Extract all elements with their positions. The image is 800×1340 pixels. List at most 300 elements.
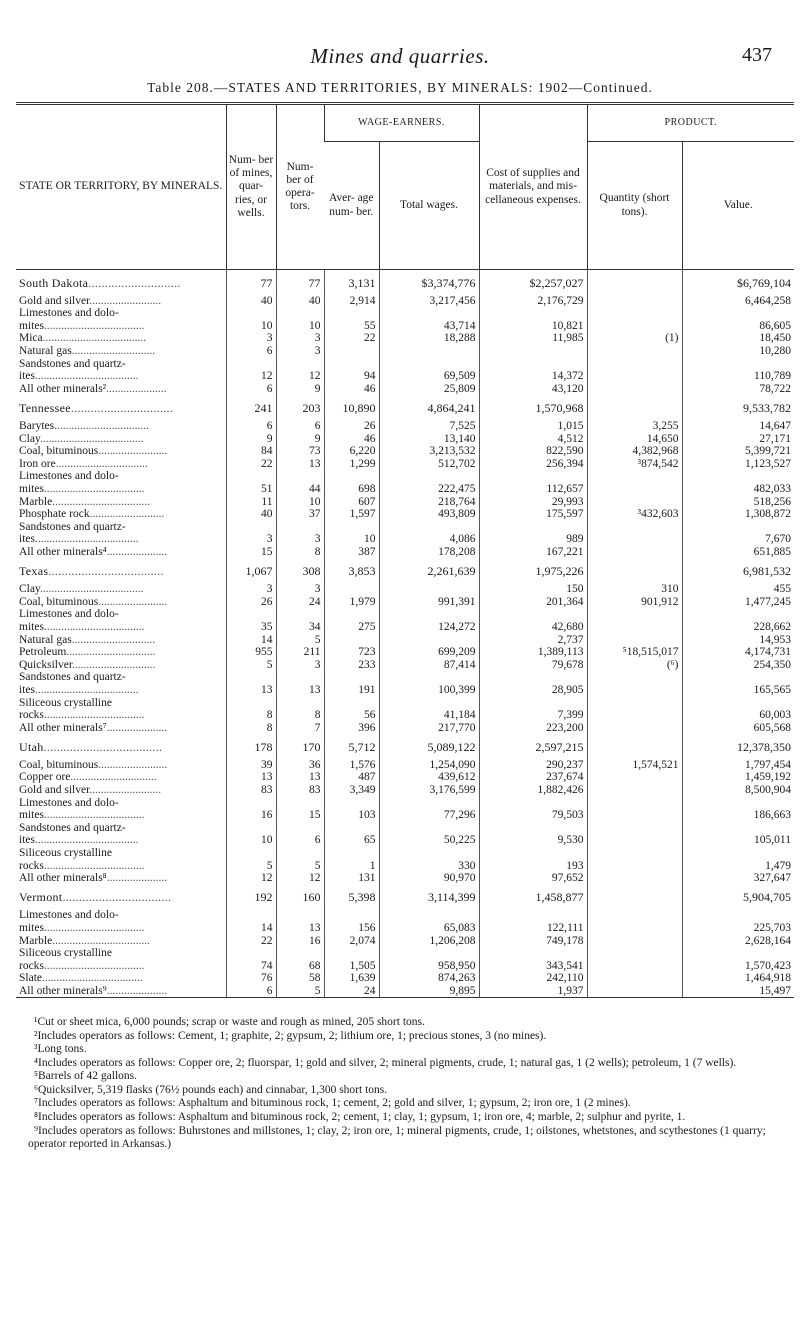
cell-value: 327,647	[682, 872, 794, 885]
cell-qty	[587, 872, 682, 885]
cell-operators: 3	[276, 583, 324, 596]
cell-value: 1,797,454	[682, 759, 794, 772]
cell-qty	[587, 722, 682, 735]
cell-value	[682, 307, 794, 320]
cell-value: 9,533,782	[682, 395, 794, 420]
cell-wages: 991,391	[379, 596, 479, 609]
cell-mines	[226, 521, 276, 534]
cell-wages: 43,714	[379, 320, 479, 333]
cell-qty	[587, 972, 682, 985]
cell-avg: 1,597	[324, 508, 379, 521]
cell-qty	[587, 470, 682, 483]
cell-operators: 44	[276, 483, 324, 496]
cell-wages: 4,086	[379, 533, 479, 546]
running-head-title: Mines and quarries.	[310, 44, 490, 68]
cell-value: 228,662	[682, 621, 794, 634]
cell-cost: 193	[479, 860, 587, 873]
cell-value: 8,500,904	[682, 784, 794, 797]
cell-wages: 87,414	[379, 659, 479, 672]
cell-qty	[587, 960, 682, 973]
cell-value: 1,570,423	[682, 960, 794, 973]
cell-cost: 1,937	[479, 985, 587, 998]
table-row	[16, 671, 794, 684]
cell-mines: 51	[226, 483, 276, 496]
cell-wages: 1,206,208	[379, 935, 479, 948]
cell-operators	[276, 696, 324, 709]
cell-avg: 5,712	[324, 734, 379, 759]
cell-avg: 1,979	[324, 596, 379, 609]
cell-cost	[479, 822, 587, 835]
cell-value	[682, 822, 794, 835]
cell-operators: 13	[276, 458, 324, 471]
cell-mines	[226, 822, 276, 835]
table-row	[16, 533, 794, 546]
row-label: ites....................................	[19, 683, 139, 696]
cell-value: 1,308,872	[682, 508, 794, 521]
cell-mines: 3	[226, 332, 276, 345]
table-row	[16, 809, 794, 822]
header-state: STATE OR TERRITORY, BY MINERALS.	[16, 104, 226, 270]
cell-operators: 16	[276, 935, 324, 948]
cell-operators: 13	[276, 922, 324, 935]
cell-cost: 29,993	[479, 496, 587, 509]
cell-operators	[276, 822, 324, 835]
row-label: Petroleum...............................	[19, 646, 156, 659]
cell-value	[682, 797, 794, 810]
cell-qty	[587, 358, 682, 371]
table-row	[16, 433, 794, 446]
cell-operators: 5	[276, 985, 324, 998]
cell-qty	[587, 784, 682, 797]
cell-cost: 237,674	[479, 771, 587, 784]
table-row	[16, 860, 794, 873]
cell-operators: 3	[276, 533, 324, 546]
cell-wages: 77,296	[379, 809, 479, 822]
cell-wages	[379, 521, 479, 534]
cell-wages: 874,263	[379, 972, 479, 985]
cell-qty	[587, 671, 682, 684]
row-label: Limestones and dolo-	[19, 307, 119, 320]
cell-avg: 10,890	[324, 395, 379, 420]
header-avg-number: Aver- age num- ber.	[324, 142, 379, 270]
table-row	[16, 960, 794, 973]
cell-avg: 3,853	[324, 558, 379, 583]
table-row	[16, 834, 794, 847]
cell-value: 1,464,918	[682, 972, 794, 985]
cell-wages: 41,184	[379, 709, 479, 722]
cell-wages	[379, 470, 479, 483]
cell-qty	[587, 370, 682, 383]
table-body	[16, 270, 794, 998]
cell-avg: 1,505	[324, 960, 379, 973]
cell-cost: 10,821	[479, 320, 587, 333]
cell-avg: 24	[324, 985, 379, 998]
cell-mines: 39	[226, 759, 276, 772]
cell-value	[682, 909, 794, 922]
cell-mines: 40	[226, 295, 276, 308]
cell-operators: 36	[276, 759, 324, 772]
cell-mines: 40	[226, 508, 276, 521]
table-row	[16, 508, 794, 521]
cell-value: 6,464,258	[682, 295, 794, 308]
cell-qty	[587, 935, 682, 948]
row-label: mites...................................	[19, 319, 145, 332]
cell-cost	[479, 671, 587, 684]
cell-operators: 7	[276, 722, 324, 735]
header-product: PRODUCT.	[587, 104, 794, 142]
cell-qty	[587, 922, 682, 935]
cell-mines: 8	[226, 722, 276, 735]
cell-cost	[479, 307, 587, 320]
cell-value: 18,450	[682, 332, 794, 345]
cell-cost: 1,458,877	[479, 885, 587, 910]
cell-cost: 42,680	[479, 621, 587, 634]
table-row	[16, 922, 794, 935]
cell-value	[682, 470, 794, 483]
row-label: Limestones and dolo-	[19, 909, 119, 922]
cell-avg: 1,639	[324, 972, 379, 985]
cell-operators: 12	[276, 370, 324, 383]
cell-operators: 77	[276, 270, 324, 295]
cell-value: 605,568	[682, 722, 794, 735]
table-row	[16, 621, 794, 634]
cell-avg	[324, 909, 379, 922]
cell-cost: 79,678	[479, 659, 587, 672]
cell-operators: 34	[276, 621, 324, 634]
cell-cost: 749,178	[479, 935, 587, 948]
cell-avg: 191	[324, 684, 379, 697]
row-label: Natural gas.............................	[19, 633, 156, 646]
cell-mines: 192	[226, 885, 276, 910]
cell-value: 518,256	[682, 496, 794, 509]
cell-qty	[587, 608, 682, 621]
cell-avg	[324, 345, 379, 358]
row-label: rocks...................................	[19, 709, 145, 722]
cell-avg: 131	[324, 872, 379, 885]
cell-mines: 3	[226, 533, 276, 546]
cell-operators: 9	[276, 383, 324, 396]
table-row	[16, 684, 794, 697]
cell-value: 1,479	[682, 860, 794, 873]
cell-avg: 233	[324, 659, 379, 672]
cell-mines: 74	[226, 960, 276, 973]
cell-qty	[587, 860, 682, 873]
cell-wages: 330	[379, 860, 479, 873]
cell-avg: 46	[324, 383, 379, 396]
cell-cost: 1,975,226	[479, 558, 587, 583]
cell-qty: 3,255	[587, 420, 682, 433]
cell-wages	[379, 696, 479, 709]
cell-avg: 6,220	[324, 445, 379, 458]
cell-cost	[479, 345, 587, 358]
cell-cost: $2,257,027	[479, 270, 587, 295]
row-label: All other minerals⁸.....................	[19, 872, 168, 885]
cell-avg: 2,074	[324, 935, 379, 948]
cell-qty	[587, 822, 682, 835]
cell-value: 2,628,164	[682, 935, 794, 948]
cell-operators: 15	[276, 809, 324, 822]
running-head	[0, 44, 800, 74]
table-row	[16, 985, 794, 998]
row-label: Coal, bituminous........................	[19, 595, 168, 608]
cell-qty	[587, 320, 682, 333]
cell-wages: 18,288	[379, 332, 479, 345]
row-label: Texas...................................	[19, 564, 164, 579]
cell-value: 6,981,532	[682, 558, 794, 583]
cell-qty	[587, 383, 682, 396]
cell-mines: 12	[226, 370, 276, 383]
cell-wages	[379, 358, 479, 371]
state-row	[16, 270, 794, 295]
cell-cost: 150	[479, 583, 587, 596]
cell-mines	[226, 696, 276, 709]
cell-mines: 178	[226, 734, 276, 759]
cell-value	[682, 358, 794, 371]
cell-operators: 8	[276, 709, 324, 722]
cell-qty	[587, 521, 682, 534]
cell-value	[682, 521, 794, 534]
cell-mines: 6	[226, 383, 276, 396]
row-label: Mica....................................	[19, 332, 147, 345]
cell-qty: 4,382,968	[587, 445, 682, 458]
header-cost: Cost of supplies and materials, and mis- cellaneous expenses.	[479, 104, 587, 270]
table-row	[16, 320, 794, 333]
cell-operators	[276, 909, 324, 922]
table-row	[16, 935, 794, 948]
cell-cost	[479, 521, 587, 534]
header-quantity: Quantity (short tons).	[587, 142, 682, 270]
cell-value: 165,565	[682, 684, 794, 697]
cell-mines: 35	[226, 621, 276, 634]
cell-operators	[276, 671, 324, 684]
table-row	[16, 872, 794, 885]
cell-avg: 56	[324, 709, 379, 722]
footnote: ⁶Quicksilver, 5,319 flasks (76½ pounds each) and cinnabar, 1,300 short tons.	[34, 1083, 388, 1096]
cell-operators	[276, 608, 324, 621]
footnote: ⁷Includes operators as follows: Asphaltum and bituminous rock, 1; cement, 2; gold and silver, 1; gypsum, 2; iron ore, 1 (2 mines).	[34, 1097, 631, 1110]
cell-wages	[379, 822, 479, 835]
cell-value: 5,399,721	[682, 445, 794, 458]
cell-wages: 3,217,456	[379, 295, 479, 308]
cell-avg: 487	[324, 771, 379, 784]
cell-mines: 16	[226, 809, 276, 822]
cell-operators: 37	[276, 508, 324, 521]
cell-wages: 13,140	[379, 433, 479, 446]
cell-cost: 201,364	[479, 596, 587, 609]
cell-avg: 396	[324, 722, 379, 735]
row-label: Siliceous crystalline	[19, 947, 112, 960]
cell-qty	[587, 295, 682, 308]
row-label: Marble..................................	[19, 934, 150, 947]
cell-qty	[587, 771, 682, 784]
cell-cost: 79,503	[479, 809, 587, 822]
cell-value: 1,123,527	[682, 458, 794, 471]
table-row	[16, 722, 794, 735]
cell-operators	[276, 521, 324, 534]
row-label: Coal, bituminous........................	[19, 445, 168, 458]
cell-value: 86,605	[682, 320, 794, 333]
table-row	[16, 370, 794, 383]
row-label: South Dakota............................	[19, 275, 181, 290]
cell-value: $6,769,104	[682, 270, 794, 295]
cell-operators: 13	[276, 771, 324, 784]
cell-wages: 178,208	[379, 546, 479, 559]
cell-operators: 68	[276, 960, 324, 973]
footnote: ⁴Includes operators as follows: Copper ore, 2; fluorspar, 1; gold and silver, 2; mineral pigments, crude, 1; natural gas, 1 (2 wells); petroleum, 1 (7 wells).	[34, 1056, 737, 1069]
cell-value	[682, 696, 794, 709]
table-row	[16, 546, 794, 559]
cell-operators: 6	[276, 834, 324, 847]
cell-wages	[379, 633, 479, 646]
table-row	[16, 759, 794, 772]
row-label: Tennessee...............................	[19, 400, 174, 415]
cell-avg	[324, 671, 379, 684]
cell-value: 482,033	[682, 483, 794, 496]
cell-value	[682, 847, 794, 860]
cell-avg: 275	[324, 621, 379, 634]
table-row	[16, 797, 794, 810]
table-row	[16, 696, 794, 709]
cell-qty	[587, 621, 682, 634]
cell-wages: 90,970	[379, 872, 479, 885]
cell-operators: 3	[276, 332, 324, 345]
cell-mines: 5	[226, 860, 276, 873]
cell-wages: 69,509	[379, 370, 479, 383]
cell-qty	[587, 696, 682, 709]
cell-qty	[587, 885, 682, 910]
cell-cost: 175,597	[479, 508, 587, 521]
cell-wages	[379, 947, 479, 960]
row-label: Limestones and dolo-	[19, 470, 119, 483]
cell-mines	[226, 358, 276, 371]
table-row	[16, 596, 794, 609]
cell-avg	[324, 633, 379, 646]
row-label: Coal, bituminous........................	[19, 758, 168, 771]
page-number: 437	[742, 44, 772, 66]
cell-value: 60,003	[682, 709, 794, 722]
table-row	[16, 646, 794, 659]
table-row	[16, 659, 794, 672]
table-row	[16, 496, 794, 509]
cell-avg: 26	[324, 420, 379, 433]
minerals-table	[16, 102, 794, 998]
cell-avg	[324, 797, 379, 810]
cell-qty	[587, 558, 682, 583]
cell-wages: 50,225	[379, 834, 479, 847]
cell-cost: 343,541	[479, 960, 587, 973]
cell-operators: 203	[276, 395, 324, 420]
cell-operators: 10	[276, 496, 324, 509]
cell-mines: 22	[226, 935, 276, 948]
cell-mines: 12	[226, 872, 276, 885]
row-label: Phosphate rock..........................	[19, 508, 165, 521]
cell-avg: 103	[324, 809, 379, 822]
cell-mines: 83	[226, 784, 276, 797]
cell-cost: 28,905	[479, 684, 587, 697]
cell-wages: 958,950	[379, 960, 479, 973]
cell-wages: 699,209	[379, 646, 479, 659]
cell-mines: 11	[226, 496, 276, 509]
cell-wages	[379, 909, 479, 922]
cell-wages: 3,176,599	[379, 784, 479, 797]
cell-wages: 439,612	[379, 771, 479, 784]
cell-wages: 217,770	[379, 722, 479, 735]
table-row	[16, 332, 794, 345]
cell-cost: 1,570,968	[479, 395, 587, 420]
cell-cost: 1,015	[479, 420, 587, 433]
row-label: All other minerals⁴.....................	[19, 545, 168, 558]
cell-mines: 22	[226, 458, 276, 471]
cell-avg: 46	[324, 433, 379, 446]
cell-wages	[379, 797, 479, 810]
cell-mines: 26	[226, 596, 276, 609]
cell-mines: 3	[226, 583, 276, 596]
cell-cost: 112,657	[479, 483, 587, 496]
cell-operators: 5	[276, 633, 324, 646]
cell-wages	[379, 847, 479, 860]
row-label: Utah....................................	[19, 739, 163, 754]
cell-wages: 1,254,090	[379, 759, 479, 772]
cell-avg	[324, 521, 379, 534]
cell-operators: 160	[276, 885, 324, 910]
table-row	[16, 633, 794, 646]
row-label: Marble..................................	[19, 495, 150, 508]
row-label: Copper ore..............................	[19, 771, 157, 784]
row-label: Gold and silver.........................	[19, 784, 162, 797]
cell-avg: 698	[324, 483, 379, 496]
row-label: Quicksilver.............................	[19, 658, 156, 671]
cell-value: 254,350	[682, 659, 794, 672]
cell-cost: 4,512	[479, 433, 587, 446]
cell-wages: 493,809	[379, 508, 479, 521]
state-row	[16, 734, 794, 759]
cell-value: 10,280	[682, 345, 794, 358]
row-label: All other minerals⁷.....................	[19, 721, 168, 734]
cell-cost: 290,237	[479, 759, 587, 772]
cell-mines: 6	[226, 345, 276, 358]
row-label: Clay....................................	[19, 583, 144, 596]
cell-operators: 3	[276, 345, 324, 358]
cell-cost	[479, 947, 587, 960]
cell-operators	[276, 470, 324, 483]
cell-wages: 7,525	[379, 420, 479, 433]
cell-mines: 15	[226, 546, 276, 559]
cell-operators: 170	[276, 734, 324, 759]
cell-value: 105,011	[682, 834, 794, 847]
cell-wages: 4,864,241	[379, 395, 479, 420]
cell-cost: 7,399	[479, 709, 587, 722]
cell-mines: 6	[226, 420, 276, 433]
cell-qty: 1,574,521	[587, 759, 682, 772]
cell-cost	[479, 847, 587, 860]
cell-avg: 387	[324, 546, 379, 559]
header-total-wages: Total wages.	[379, 142, 479, 270]
table-row	[16, 847, 794, 860]
row-label: Barytes.................................	[19, 420, 150, 433]
cell-value: 455	[682, 583, 794, 596]
row-label: ites....................................	[19, 834, 139, 847]
state-row	[16, 558, 794, 583]
cell-avg: 3,349	[324, 784, 379, 797]
cell-mines	[226, 608, 276, 621]
cell-avg: 1,576	[324, 759, 379, 772]
cell-qty	[587, 345, 682, 358]
header-operators: Num- ber of opera- tors.	[276, 104, 324, 270]
cell-operators	[276, 307, 324, 320]
cell-avg: 607	[324, 496, 379, 509]
cell-avg	[324, 307, 379, 320]
cell-cost: 14,372	[479, 370, 587, 383]
